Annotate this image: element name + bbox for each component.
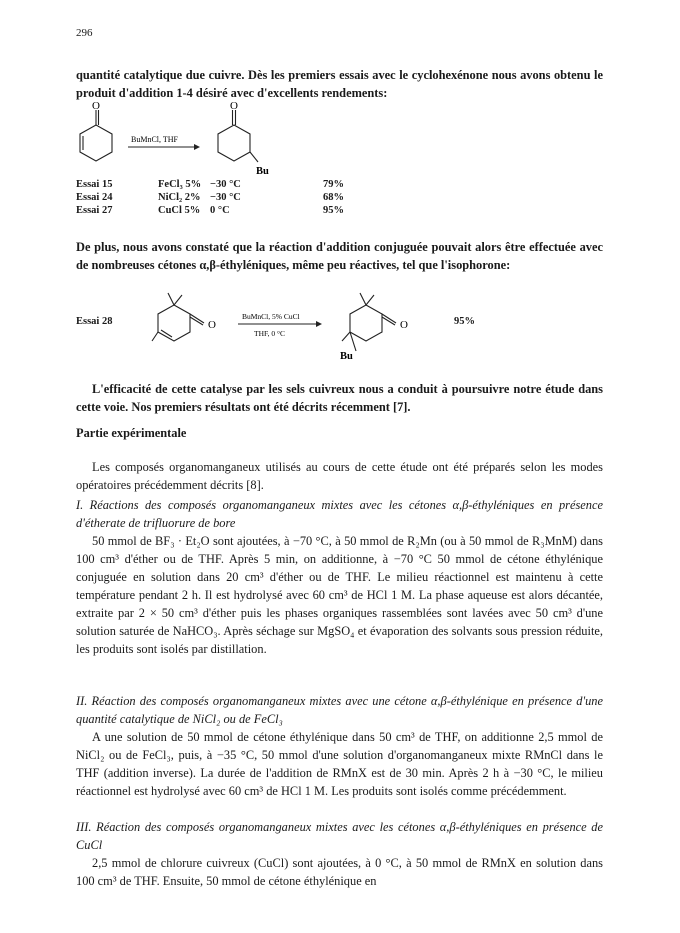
paragraph-isophorone: De plus, nous avons constaté que la réaction d'addition conjuguée pouvait alors être effectuée avec de nombreuses cétones α,β-éthyléniques, même peu réactives, tel que l'isophorone: xyxy=(76,240,603,272)
scheme-1 xyxy=(76,100,336,178)
butyl-trimethylcyclohexanone-structure xyxy=(342,293,396,351)
section-1-body: 50 mmol de BF₃ · Et₂O sont ajoutées, à −70 °C, à 50 mmol de R₂Mn (ou à 50 mmol de R₃MnM) dans 100 cm³ d'éther ou de THF. Après 5 min, on additionne, à −70 °C 50 mmol de cétone éthylénique conjuguée en solution dans 20 cm³ d'éther ou de THF. Le milieu réactionnel est maintenu à cette température pendant 2 h. Il est hydrolysé avec 60 cm³ de HCl 1 M. La phase aqueuse est alors décantée, extraite par 2 × 50 cm³ d'éther puis les phases organiques rassemblées sont lavées avec 50 cm³ d'une solution saturée de NaHCO₃. Après séchage sur MgSO₄ et évaporation des solvants sous pression réduite, les produits sont isolés par distillation. xyxy=(76,534,603,656)
section-3-body: 2,5 mmol de chlorure cuivreux (CuCl) sont ajoutées, à 0 °C, à 50 mmol de RMnX en solution dans 100 cm³ de THF. Ensuite, 50 mmol de cétone éthylénique en xyxy=(76,856,603,888)
section-3-title: III. Réaction des composés organomanganeux mixtes avec les cétones α,β-éthyléniques en présence de CuCl xyxy=(76,820,603,852)
scheme2-reagent-top: BuMnCl, 5% CuCl xyxy=(242,312,300,321)
scheme1-oxygen-left: O xyxy=(92,100,100,112)
paragraph-methods: Les composés organomanganeux utilisés au cours de cette étude ont été préparés selon les modes opératoires précédemment décrits [8]. xyxy=(76,460,603,492)
scheme1-oxygen-right: O xyxy=(230,100,238,112)
scheme-2 xyxy=(150,283,450,363)
essai-28-yield: 95% xyxy=(454,316,475,327)
section-2-title: II. Réaction des composés organomanganeux mixtes avec une cétone α,β-éthylénique en présence d'une quantité catalytique de NiCl₂ ou de FeCl₃ xyxy=(76,694,603,726)
essai-row: Essai 27 CuCl 5% 0 °C 95% xyxy=(76,205,344,216)
essai-row: Essai 24 NiCl₂ 2% −30 °C 68% xyxy=(76,192,344,203)
arrow-head-icon xyxy=(194,144,200,150)
essai-row: Essai 15 FeCl₃ 5% −30 °C 79% xyxy=(76,179,344,190)
butylcyclohexanone-structure xyxy=(218,110,258,162)
scheme2-bu: Bu xyxy=(340,351,353,362)
scheme2-reagent-bottom: THF, 0 °C xyxy=(254,329,285,338)
isophorone-structure xyxy=(152,293,204,341)
scheme2-oxygen-left: O xyxy=(208,319,216,331)
scheme1-bu: Bu xyxy=(256,166,269,177)
essai-table xyxy=(76,178,344,217)
section-1-title: I. Réactions des composés organomanganeux mixtes avec les cétones α,β-éthyléniques en présence d'étherate de trifluorure de bore xyxy=(76,498,603,530)
cyclohexenone-structure xyxy=(80,110,112,161)
paragraph-catalysis: L'efficacité de cette catalyse par les sels cuivreux nous a conduit à poursuivre notre étude dans cette voie. Nos premiers résultats ont été décrits récemment [7]. xyxy=(76,382,603,414)
essai-28-label: Essai 28 xyxy=(76,316,113,327)
section-2-body: A une solution de 50 mmol de cétone éthylénique dans 50 cm³ de THF, on additionne 2,5 mmol de NiCl₂ ou de FeCl₃, puis, à −35 °C, 50 mmol d'une solution d'organomanganeux mixte RMnCl dans le THF (addition inverse). La durée de l'addition de RMnX est de 30 min. Après 2 h à −30 °C, le milieu réactionnel est hydrolysé avec 60 cm³ de HCl 1 M. Les produits sont isolés comme précédemment. xyxy=(76,730,603,798)
scheme2-oxygen-right: O xyxy=(400,319,408,331)
page-number: 296 xyxy=(76,27,93,39)
scheme1-reagent: BuMnCl, THF xyxy=(131,135,178,144)
intro-paragraph: quantité catalytique due cuivre. Dès les premiers essais avec le cyclohexénone nous avons obtenu le produit d'addition 1-4 désiré avec d'excellents rendements: xyxy=(76,68,603,100)
section-title: Partie expérimentale xyxy=(76,426,187,440)
arrow-head-icon xyxy=(316,321,322,327)
